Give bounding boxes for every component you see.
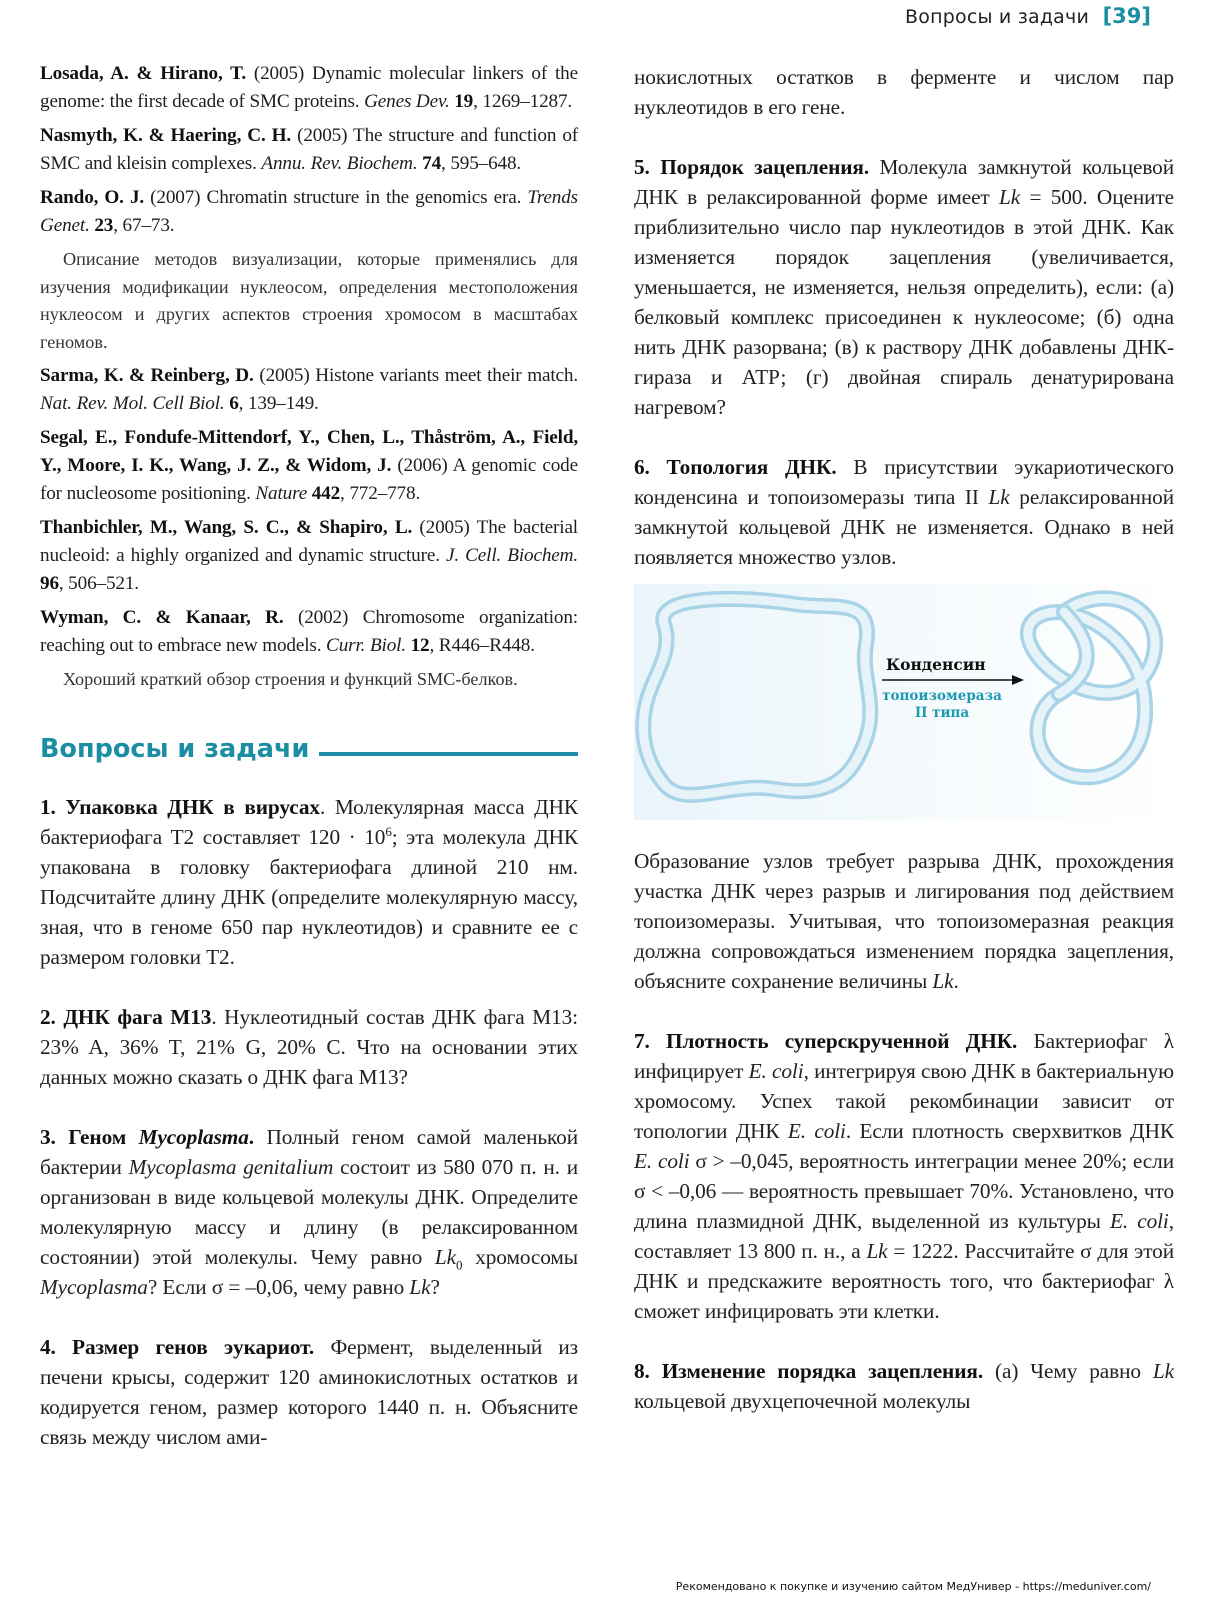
question-title: 1. Упаковка ДНК в вирусах [40, 794, 320, 819]
ref-authors: Wyman, C. & Kanaar, R. [40, 607, 284, 628]
superscript: 6 [385, 823, 392, 839]
ref-year: (2006) [391, 455, 453, 476]
page-number: [39] [1102, 4, 1151, 28]
right-column [634, 62, 1174, 1416]
italic-term: Lk [1152, 1359, 1174, 1383]
running-title: Вопросы и задачи [905, 6, 1089, 28]
ref-journal: J. Cell. Biochem. [446, 545, 578, 566]
question-text: Молекула замкнутой кольцевой ДНК в релаксированной форме имеет [634, 155, 1174, 209]
title-italic: Mycoplasma [138, 1124, 249, 1149]
ref-journal: Curr. Biol. [326, 635, 406, 656]
question-text: хромосомы [462, 1244, 578, 1269]
ref-title: Dynamic molecular linkers of the genome: the first decade of SMC proteins. [40, 63, 578, 112]
question-text: В присутствии эукариотического конденсина и топоизомеразы типа II [634, 455, 1174, 509]
ref-volume: 96 [40, 573, 59, 594]
question-6-continued [634, 846, 1174, 996]
question-text: = 500. Оцените приблизительно число пар нуклеотидов в этой ДНК. Как изменяется порядок зацепления (увеличивается, уменьшается, не изменяется, нельзя определить), если: (а) белковый комплекс присоединен к нуклеосоме; (б) одна нить ДНК разорвана; (в) к раствору ДНК добавлены ДНК-гираза и АТР; (г) двойная спираль денатурирована нагревом? [634, 185, 1175, 419]
reference-note: Описание методов визуализации, которые применялись для изучения модификации нуклеосом, определения местоположения нуклеосом и других аспектов строения хромосом в масштабах геномов. [40, 249, 578, 352]
italic-term: E. coli [634, 1149, 690, 1173]
title-part: 3. Геном [40, 1124, 139, 1149]
ref-volume: 12 [405, 635, 430, 656]
reference-item [40, 60, 578, 116]
question-6 [634, 452, 1174, 572]
question-text: = 1222. Рассчитайте σ для этой ДНК и предскажите вероятность того, что бактериофаг λ сможет инфицировать эти клетки. [634, 1239, 1174, 1323]
question-2 [40, 1002, 578, 1092]
question-4-continued: нокислотных остатков в ферменте и числом пар нуклеотидов в его гене. [634, 65, 1174, 119]
left-column [40, 60, 578, 1452]
reference-item [40, 122, 578, 178]
reference-item [40, 424, 578, 508]
ref-journal: Trends Genet. [40, 187, 578, 236]
ref-authors: Rando, O. J. [40, 187, 145, 208]
ref-year: (2005) [253, 365, 316, 386]
italic-term: Lk [932, 969, 954, 993]
topoisomerase-label-line2: II типа [914, 705, 970, 721]
ref-authors: Segal, E., Fondufe-Mittendorf, Y., Chen, L., Thåström, A., Field, Y., Moore, I. K., Wang, J. Z., & Widom, J. [40, 427, 578, 476]
ref-year: (2005) [245, 63, 312, 84]
question-title: 7. Плотность суперскрученной ДНК. [634, 1029, 1018, 1053]
question-text: кольцевой двухцепочечной молекулы [634, 1389, 971, 1413]
ref-year: (2005) [412, 517, 477, 538]
question-text: Фермент, выделенный из печени крысы, содержит 120 аминокислотных остатков и кодируется геном, размер которого 1440 п. н. Объясните связь между числом ами- [40, 1334, 578, 1449]
title-part: . [248, 1124, 255, 1149]
ref-volume: 442 [307, 483, 341, 504]
ref-authors: Thanbichler, M., Wang, S. C., & Shapiro, L. [40, 517, 413, 538]
question-title: 2. ДНК фага M13 [40, 1004, 212, 1029]
ref-pages: , 595–648. [441, 153, 522, 174]
ref-pages: , 139–149. [238, 393, 319, 414]
question-text: . Если плотность сверхвитков ДНК [845, 1119, 1174, 1143]
italic-term: Lk [999, 185, 1021, 209]
question-4 [40, 1332, 578, 1452]
italic-term: E. coli [1109, 1209, 1169, 1233]
section-title: Вопросы и задачи [40, 733, 310, 764]
italic-term: Lk [988, 485, 1010, 509]
ref-year: (2002) [283, 607, 363, 628]
question-title: 5. Порядок зацепления. [634, 155, 870, 179]
italic-term: Lk [409, 1274, 431, 1299]
ref-pages: , 506–521. [58, 573, 139, 594]
question-7 [634, 1026, 1174, 1326]
question-5 [634, 152, 1174, 422]
reference-item [40, 362, 578, 418]
ref-title: Chromatin structure in the genomics era. [206, 187, 528, 208]
section-heading [40, 734, 578, 764]
question-text: релаксированной замкнутой кольцевой ДНК не изменяется. Однако в ней появляется множество узлов. [634, 485, 1174, 569]
ref-title: Chromosome organization: reaching out to embrace new models. [40, 607, 578, 656]
ref-volume: 23 [89, 215, 114, 236]
condensin-label: Конденсин [886, 655, 986, 674]
italic-term: E. coli [748, 1059, 804, 1083]
question-text: . [953, 969, 959, 993]
reference-note: Хороший краткий обзор строения и функций SMC-белков. [63, 669, 518, 689]
ref-pages: , 67–73. [113, 215, 175, 236]
ref-title: A genomic code for nucleosome positioning. [40, 455, 578, 504]
question-title: 6. Топология ДНК. [634, 455, 837, 479]
question-text: . Нуклеотидный состав ДНК фага M13: 23% A, 36% T, 21% G, 20% C. Что на основании этих данных можно сказать о ДНК фага M13? [40, 1004, 578, 1089]
question-text: ; эта молекула ДНК упакована в головку бактериофага длиной 210 нм. Подсчитайте длину ДНК (определите молекулярную массу, зная, что в геноме 650 пар нуклеотидов) и сравните ее с размером головки Т2. [40, 824, 579, 969]
ref-journal: Nature [255, 483, 308, 504]
question-text: ? [430, 1274, 440, 1299]
section-rule [319, 752, 578, 756]
question-text: (а) Чему равно [983, 1359, 1153, 1383]
question-text: . Молекулярная масса ДНК бактериофага Т2 составляет 120 · 10 [40, 794, 578, 849]
ref-authors: Nasmyth, K. & Haering, C. H. [40, 125, 292, 146]
question-text: ? Если σ = –0,06, чему равно [147, 1274, 410, 1299]
question-title: 8. Изменение порядка зацепления. [634, 1359, 984, 1383]
footer-note: Рекомендовано к покупке и изучению сайтом МедУнивер - https://meduniver.com/ [675, 1580, 1151, 1593]
question-text: σ > –0,045, вероятность интеграции менее 20%; если σ < –0,06 — вероятность превышает 70%. Установлено, что длина плазмидной ДНК, выделенной из культуры [634, 1149, 1174, 1233]
question-text: Образование узлов требует разрыва ДНК, прохождения участка ДНК через разрыв и лигирования под действием топоизомеразы. Учитывая, что топоизомеразная реакция должна сопровождаться изменением порядка зацепления, объясните сохранение величины [634, 849, 1174, 993]
ref-pages: , R446–R448. [429, 635, 535, 656]
question-3 [40, 1122, 578, 1302]
question-title [40, 1125, 254, 1149]
reference-item [40, 514, 578, 598]
topoisomerase-label-line1: топоизомераза [882, 688, 1002, 704]
question-text: , составляет 13 800 п. н., а [634, 1209, 1174, 1263]
ref-pages: , 772–778. [340, 483, 421, 504]
question-text: , интегрируя свою ДНК в бактериальную хромосому. Успех такой рекомбинации зависит от топологии ДНК [634, 1059, 1174, 1143]
ref-volume: 6 [224, 393, 239, 414]
italic-term: Lk [866, 1239, 888, 1263]
reference-item [40, 184, 578, 240]
italic-term: Mycoplasma [40, 1274, 148, 1299]
ref-pages: , 1269–1287. [473, 91, 573, 112]
question-title: 4. Размер генов эукариот. [40, 1334, 315, 1359]
ref-authors: Losada, A. & Hirano, T. [40, 63, 246, 84]
question-text: Полный геном самой маленькой бактерии [40, 1124, 578, 1179]
ref-authors: Sarma, K. & Reinberg, D. [40, 365, 254, 386]
reference-item [40, 604, 578, 660]
ref-title: Histone variants meet their match. [315, 365, 578, 386]
dna-knot-figure [634, 584, 1174, 820]
ref-volume: 74 [417, 153, 442, 174]
ref-journal: Nat. Rev. Mol. Cell Biol. [40, 393, 225, 414]
subscript: 0 [456, 1256, 463, 1272]
italic-term: Mycoplasma genitalium [128, 1154, 334, 1179]
question-text: состоит из 580 070 п. н. и организован в виде кольцевой молекулы ДНК. Определите молекулярную массу и длину (в релаксированном состоянии) этой молекулы. Чему равно [40, 1154, 578, 1269]
question-1 [40, 792, 578, 972]
ref-year: (2005) [291, 125, 354, 146]
italic-term: Lk [434, 1244, 457, 1269]
topoisomerase-label [878, 688, 1006, 722]
question-8 [634, 1356, 1174, 1416]
ref-volume: 19 [449, 91, 474, 112]
ref-year: (2007) [144, 187, 207, 208]
ref-title: The structure and function of SMC and kleisin complexes. [40, 125, 578, 174]
italic-term: E. coli [787, 1119, 846, 1143]
ref-journal: Annu. Rev. Biochem. [261, 153, 418, 174]
question-text: Бактериофаг λ инфицирует [634, 1029, 1174, 1083]
ref-title: The bacterial nucleoid: a highly organized and dynamic structure. [40, 517, 578, 566]
ref-journal: Genes Dev. [364, 91, 450, 112]
